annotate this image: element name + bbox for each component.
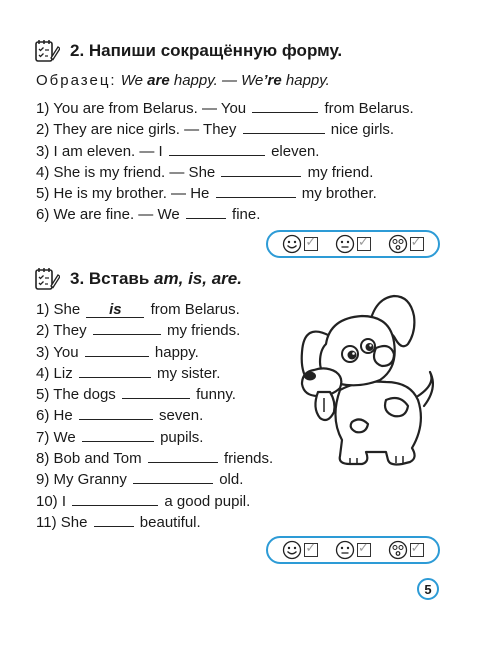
list-item: 9) My Granny old. [36, 471, 244, 489]
list-item: 6) We are fine. — We fine. [36, 206, 261, 224]
page-number: 5 [417, 578, 439, 600]
list-item: 2) They are nice girls. — They nice girls. [36, 121, 395, 139]
rating-option-surprised[interactable] [388, 234, 424, 254]
dog-illustration [290, 292, 442, 468]
answer-blank[interactable] [93, 320, 161, 335]
list-item: 5) The dogs funny. [36, 386, 236, 404]
list-item: 2) They my friends. [36, 322, 241, 340]
task-3-header [34, 266, 242, 292]
rating-checkbox[interactable] [357, 543, 371, 557]
example-part-3: happy. [281, 72, 330, 89]
happy-face-icon [282, 540, 302, 560]
rating-option-surprised[interactable] [388, 540, 424, 560]
list-item: 3) You happy. [36, 343, 199, 361]
task-3-list [36, 299, 273, 533]
answer-blank[interactable] [72, 491, 158, 506]
neutral-face-icon [335, 234, 355, 254]
task-2-header [34, 38, 342, 64]
rating-checkbox[interactable] [410, 543, 424, 557]
answer-blank[interactable] [85, 342, 149, 357]
neutral-face-icon [335, 540, 355, 560]
list-item: 10) I a good pupil. [36, 492, 251, 510]
list-item: 7) We pupils. [36, 428, 204, 446]
list-item: 3) I am eleven. — I eleven. [36, 142, 320, 160]
task-2-list [36, 98, 414, 226]
task-2-example [36, 72, 330, 89]
answer-blank[interactable] [216, 183, 296, 198]
rating-checkbox[interactable] [357, 237, 371, 251]
list-item: 4) She is my friend. — She my friend. [36, 163, 374, 181]
answer-blank[interactable] [94, 512, 134, 527]
rating-checkbox[interactable] [304, 237, 318, 251]
list-item: 4) Liz my sister. [36, 364, 221, 382]
answer-blank[interactable] [82, 427, 154, 442]
answer-blank[interactable] [148, 448, 218, 463]
answer-blank[interactable] [79, 363, 151, 378]
list-item: 8) Bob and Tom friends. [36, 450, 274, 468]
answer-blank[interactable] [79, 405, 153, 420]
list-item: 5) He is my brother. — He my brother. [36, 185, 377, 203]
surprised-face-icon [388, 234, 408, 254]
answer-blank[interactable] [252, 98, 318, 113]
task-2-title: 2. Напиши сокращённую форму. [70, 41, 343, 60]
rating-option-neutral[interactable] [335, 234, 371, 254]
self-assessment-rating-1 [266, 230, 440, 258]
example-bold-2: ’re [263, 72, 282, 89]
rating-option-happy[interactable] [282, 234, 318, 254]
answer-blank[interactable] [122, 384, 190, 399]
rating-checkbox[interactable] [410, 237, 424, 251]
rating-checkbox[interactable] [304, 543, 318, 557]
answer-blank[interactable] [243, 119, 325, 134]
pencil-notepad-icon [34, 38, 60, 64]
list-item: 1) She is from Belarus. [36, 301, 240, 318]
example-bold-1: are [147, 72, 170, 89]
list-item: 1) You are from Belarus. — You from Belarus. [36, 100, 414, 117]
answer-blank[interactable] [221, 162, 301, 177]
self-assessment-rating-2 [266, 536, 440, 564]
task-3-title: 3. Вставь am, is, are. [70, 269, 242, 288]
answer-blank[interactable] [133, 469, 213, 484]
rating-option-neutral[interactable] [335, 540, 371, 560]
answer-blank[interactable] [186, 204, 226, 219]
example-part-2: happy. — We [169, 72, 264, 89]
answer-blank-filled[interactable]: is [86, 302, 144, 318]
example-label: Образец: [36, 72, 117, 89]
answer-blank[interactable] [169, 141, 265, 156]
list-item: 11) She beautiful. [36, 513, 201, 531]
rating-option-happy[interactable] [282, 540, 318, 560]
pencil-notepad-icon [34, 266, 60, 292]
example-part-1: We [120, 72, 148, 89]
happy-face-icon [282, 234, 302, 254]
list-item: 6) He seven. [36, 407, 204, 425]
surprised-face-icon [388, 540, 408, 560]
